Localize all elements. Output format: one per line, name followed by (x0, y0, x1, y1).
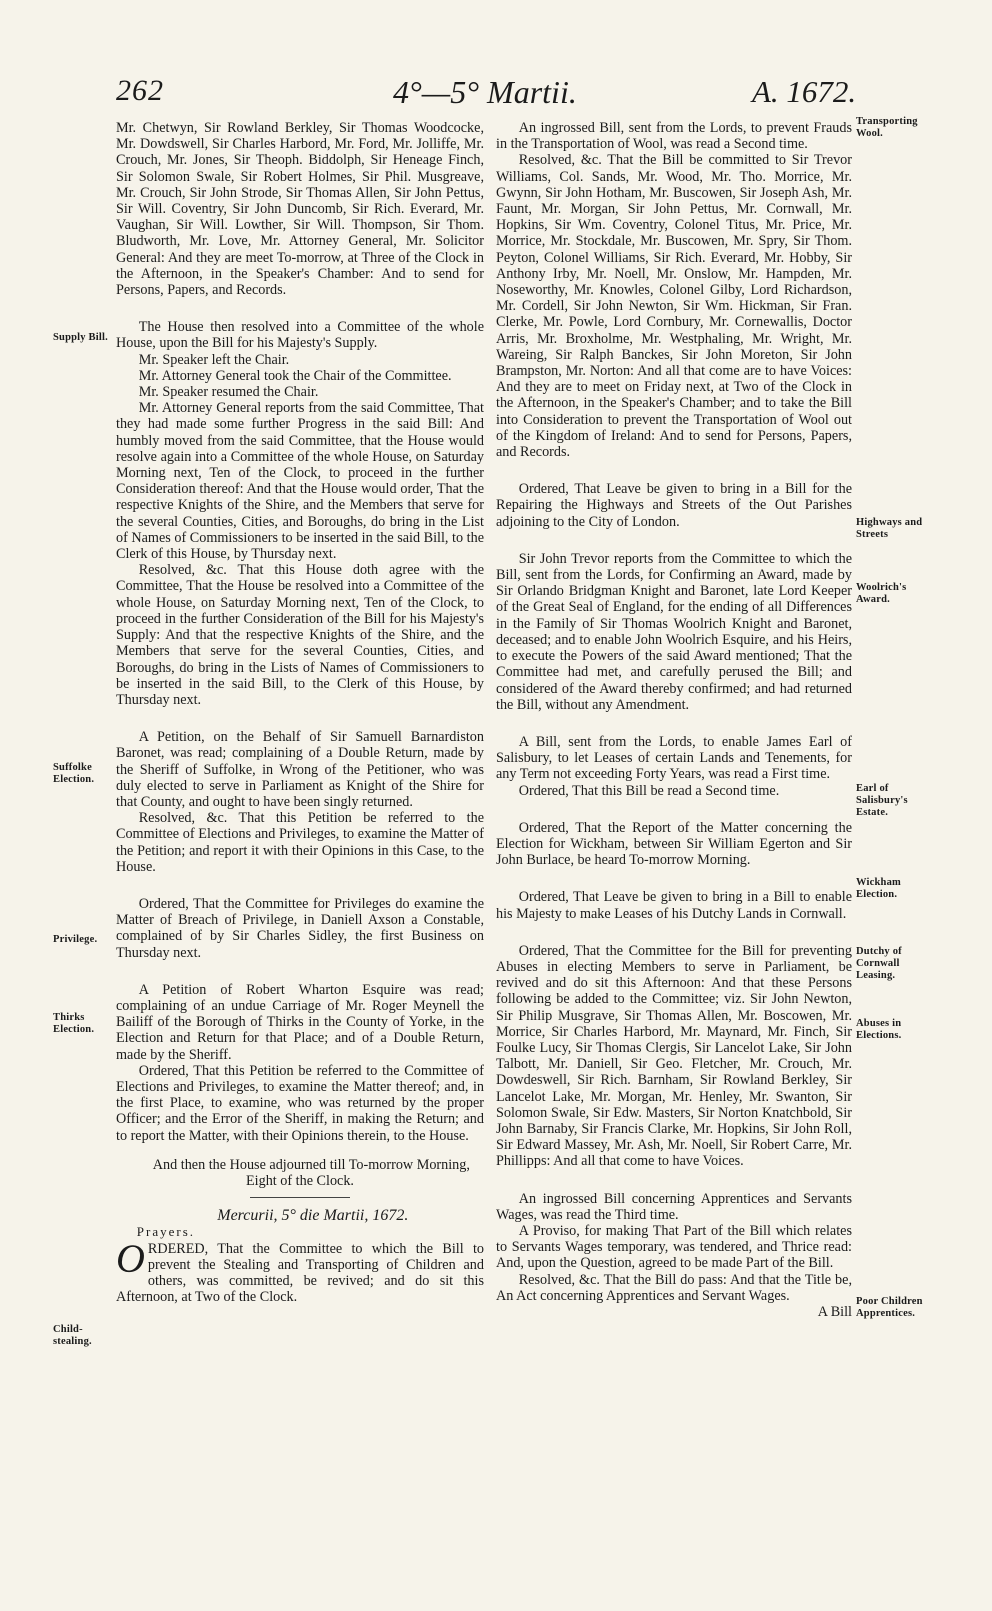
suffolke-resolution: Resolved, &c. That this Petition be referred to the Committee of Elections and Privileges, to examine the Matter of the Petition; and report it with their Opinions in this Case, to the House. (116, 810, 484, 875)
apprentices-bill: An ingrossed Bill concerning Apprentices and Servants Wages, was read the Third time. (496, 1190, 852, 1223)
supply-paragraph-6: Resolved, &c. That this House doth agree with the Committee, That the House be resolved into a Committee of the whole House, on Saturday Morning next, Ten of the Clock, to proceed in the further Consideration of the Bill for his Majesty's Supply: And that the respective Knights of the Shire, and the Members that serve for the several Counties, Cities, and Boroughs, do bring in the Lists of Names of Commissioners to be inserted in the said Bill, to the Clerk of this House, by Thursday next. (116, 562, 484, 708)
margin-note-suffolke-election: Suffolke Election. (53, 762, 95, 785)
committee-list: Mr. Chetwyn, Sir Rowland Berkley, Sir Thomas Woodcocke, Mr. Dowdswell, Sir Charles Harbord, Mr. Ford, Mr. Jolliffe, Mr. Crouch, Mr. Jones, Sir Theoph. Biddolph, Sir Heneage Finch, Sir Solomon Swale, Sir Robert Holmes, Sir Phil. Musgreave, Mr. Crouch, Sir John Strode, Sir Thomas Allen, Sir John Pettus, Sir Will. Coventry, Sir John Duncomb, Sir Rich. Everard, Mr. Vaughan, Sir Will. Lowther, Sir Will. Thompson, Sir Thom. Bludworth, Mr. Love, Mr. Attorney General, Mr. Solicitor General: And they are meet To-morrow, at Three of the Clock in the Afternoon, in the Speaker's Chamber: And to send for Persons, Papers, and Records. (116, 120, 484, 299)
adjournment: And then the House adjourned till To-morrow Morning, Eight of the Clock. (152, 1156, 470, 1189)
prayers-heading: Prayers. (136, 1224, 196, 1240)
running-year: A. 1672. (752, 74, 857, 109)
margin-note-highways: Highways and Streets (856, 517, 923, 540)
margin-note-earl-salisbury: Earl of Salisbury's Estate. (856, 783, 908, 818)
wool-bill: An ingrossed Bill, sent from the Lords, to prevent Frauds in the Transportation of Wool, was read a Second time. (496, 120, 852, 153)
margin-note-transporting-wool: Transporting Wool. (856, 116, 918, 139)
margin-note-dutchy: Dutchy of Cornwall Leasing. (856, 946, 902, 981)
left-column (116, 120, 484, 1305)
supply-paragraph-1: The House then resolved into a Committee of the whole House, upon the Bill for his Majesty's Supply. (116, 319, 484, 352)
thirks-petition: A Petition of Robert Wharton Esquire was read; complaining of an undue Carriage of Mr. Roger Meynell the Bailiff of the Borough of Thirks in the County of Yorke, in the Election and Return for that Place; and of a Double Return, made by the Sheriff. (116, 981, 484, 1063)
woolrich-report: Sir John Trevor reports from the Committee to which the Bill, sent from the Lords, for Confirming an Award, made by Sir Orlando Bridgman Knight and Baronet, late Lord Keeper of the Great Seal of England, for the ending of all Differences in the Family of Sir Thomas Woolrich Knight and Baronet, deceased; and to enable John Woolrich Esquire, and his Heirs, to execute the Powers of the said Award mentioned; That the Committee had met, and carefully perused the Bill; and considered of the Award thereby confirmed; and had returned the Bill, without any Amendment. (496, 550, 852, 713)
wickham-order: Ordered, That the Report of the Matter concerning the Election for Wickham, between Sir William Egerton and Sir John Burlace, be heard To-morrow Morning. (496, 819, 852, 869)
margin-note-thirks-election: Thirks Election. (53, 1012, 95, 1035)
catchword: A Bill (817, 1304, 852, 1320)
margin-note-abuses: Abuses in Elections. (856, 1018, 902, 1041)
margin-note-poor-children: Poor Children Apprentices. (856, 1296, 923, 1319)
apprentices-proviso: A Proviso, for making That Part of the Bill which relates to Servants Wages temporary, was tendered, and Thrice read: And, upon the Question, agreed to be made Part of the Bill. (496, 1222, 852, 1272)
dutchy-order: Ordered, That Leave be given to bring in a Bill to enable his Majesty to make Leases of his Dutchy Lands in Cornwall. (496, 889, 852, 922)
thirks-order: Ordered, That this Petition be referred to the Committee of Elections and Privileges, to examine the Matter thereof; and, in the first Place, to examine, who was returned by the proper Officer; and the Error of the Sheriff, in making the Return; and to report the Matter, with their Opinions therein, to the House. (116, 1062, 484, 1144)
page-header (0, 74, 992, 118)
child-stealing-text: RDERED, That the Committee to which the Bill to prevent the Stealing and Transporting of Children and others, was committed, be revived; and do sit this Afternoon, at Two of the Clock. (116, 1240, 484, 1306)
right-column (496, 120, 852, 1320)
day-title: Mercurii, 5° die Martii, 1672. (217, 1207, 409, 1225)
wool-committee: Resolved, &c. That the Bill be committed to Sir Trevor Williams, Col. Sands, Mr. Wood, Mr. Tho. Morrice, Mr. Gwynn, Sir John Hotham, Mr. Buscowen, Sir Joseph Ash, Mr. Faunt, Mr. Morgan, Sir John Pettus, Mr. Cornwall, Mr. Hopkins, Sir Wm. Coventry, Colonel Titus, Mr. Price, Mr. Morrice, Mr. Stockdale, Mr. Buscowen, Mr. Spry, Sir Thom. Peyton, Colonel Williams, Sir Rich. Everard, Mr. Hobby, Sir Anthony Irby, Mr. Noell, Mr. Onslow, Mr. Hampden, Mr. Noseworthy, Mr. Knowles, Colonel Gilby, Lord Richardson, Mr. Cordell, Sir John Newton, Sir Wm. Hickman, Sir Fran. Clerke, Mr. Powle, Lord Cornbury, Mr. Cornewallis, Doctor Arris, Mr. Broxholme, Mr. Westphaling, Mr. Wright, Mr. Wareing, Sir Ralph Banckes, Sir John Moreton, Sir John Brampston, Mr. Norton: And all that come are to have Voices: And they are to meet on Friday next, at Two of the Clock in the Afternoon, in the Speaker's Chamber; and to take the Bill into Consideration to prevent the Transportation of Wool out of the Kingdom of Ireland: And to send for Persons, Papers, and Records. (496, 152, 852, 461)
child-stealing-order (116, 1235, 484, 1306)
salisbury-bill: A Bill, sent from the Lords, to enable James Earl of Salisbury, to let Leases of certain Lands and Tenements, for any Term not exceeding Forty Years, was read a First time. (496, 733, 852, 783)
page-number: 262 (116, 74, 164, 107)
margin-note-supply-bill: Supply Bill. (53, 332, 108, 343)
running-date: 4°—5° Martii. (393, 74, 577, 110)
margin-note-privilege: Privilege. (53, 934, 98, 945)
supply-paragraph-4: Mr. Speaker resumed the Chair. (138, 384, 319, 401)
supply-paragraph-3: Mr. Attorney General took the Chair of the Committee. (138, 367, 452, 384)
supply-paragraph-5: Mr. Attorney General reports from the said Committee, That they had made some further Progress in the said Bill: And humbly moved from the said Committee, that the House would resolve again into a Committee of the whole House, on Saturday Morning next, Ten of the Clock, to proceed in the further Consideration thereof: And that the House would order, That the respective Knights of the Shire, and the Members that serve for the several Counties, Cities, and Boroughs, do bring in the List of Names of Commissioners to be inserted in the said Bill, to the Clerk of this House, by Thursday next. (116, 400, 484, 563)
suffolke-petition: A Petition, on the Behalf of Sir Samuell Barnardiston Baronet, was read; complaining of a Double Return, made by the Sheriff of Suffolke, in Wrong of the Petitioner, who was duly elected to serve in Parliament as Knight of the Shire for that County, and ought to have been singly returned. (116, 729, 484, 810)
apprentices-resolution: Resolved, &c. That the Bill do pass: And that the Title be, An Act concerning Apprentices and Servant Wages. (496, 1271, 852, 1304)
margin-note-child-stealing: Child-stealing. (53, 1324, 92, 1347)
supply-paragraph-2: Mr. Speaker left the Chair. (138, 351, 290, 368)
section-divider (250, 1197, 350, 1198)
privilege-order: Ordered, That the Committee for Privileges do examine the Matter of Breach of Privilege, in Daniell Axson a Constable, complained of by Sir Charles Sidley, the first Business on Thursday next. (116, 895, 484, 961)
abuses-order: Ordered, That the Committee for the Bill for preventing Abuses in electing Members to serve in Parliament, be revived and do sit this Afternoon: And that these Persons following be added to the Committee; viz. Sir John Newton, Sir Philip Musgrave, Sir Thomas Allen, Mr. Boscowen, Mr. Morrice, Sir Charles Harbord, Mr. Maynard, Mr. Finch, Sir Foulke Lucy, Sir Thomas Clergis, Sir Lancelot Lake, Sir John Talbott, Mr. Daniell, Sir Geo. Fletcher, Mr. Crouch, Mr. Dowdeswell, Sir Rich. Barnham, Sir Rowland Berkley, Sir Lancelot Lake, Mr. Morgan, Mr. Henley, Mr. Swanton, Sir Solomon Swale, Sir Edw. Masters, Sir Norton Knatchbold, Sir John Barnaby, Sir Francis Clarke, Mr. Hopkins, Sir John Roll, Sir Edward Massey, Mr. Ash, Mr. Noell, Sir Robert Carre, Mr. Phillipps: And all that come to have Voices. (496, 942, 852, 1170)
salisbury-order: Ordered, That this Bill be read a Second time. (518, 782, 780, 799)
highways-order: Ordered, That Leave be given to bring in a Bill for the Repairing the Highways and Streets of the Out Parishes adjoining to the City of London. (496, 481, 852, 530)
drop-cap: O (116, 1235, 145, 1281)
margin-note-woolrich: Woolrich's Award. (856, 582, 907, 605)
margin-note-wickham: Wickham Election. (856, 877, 901, 900)
